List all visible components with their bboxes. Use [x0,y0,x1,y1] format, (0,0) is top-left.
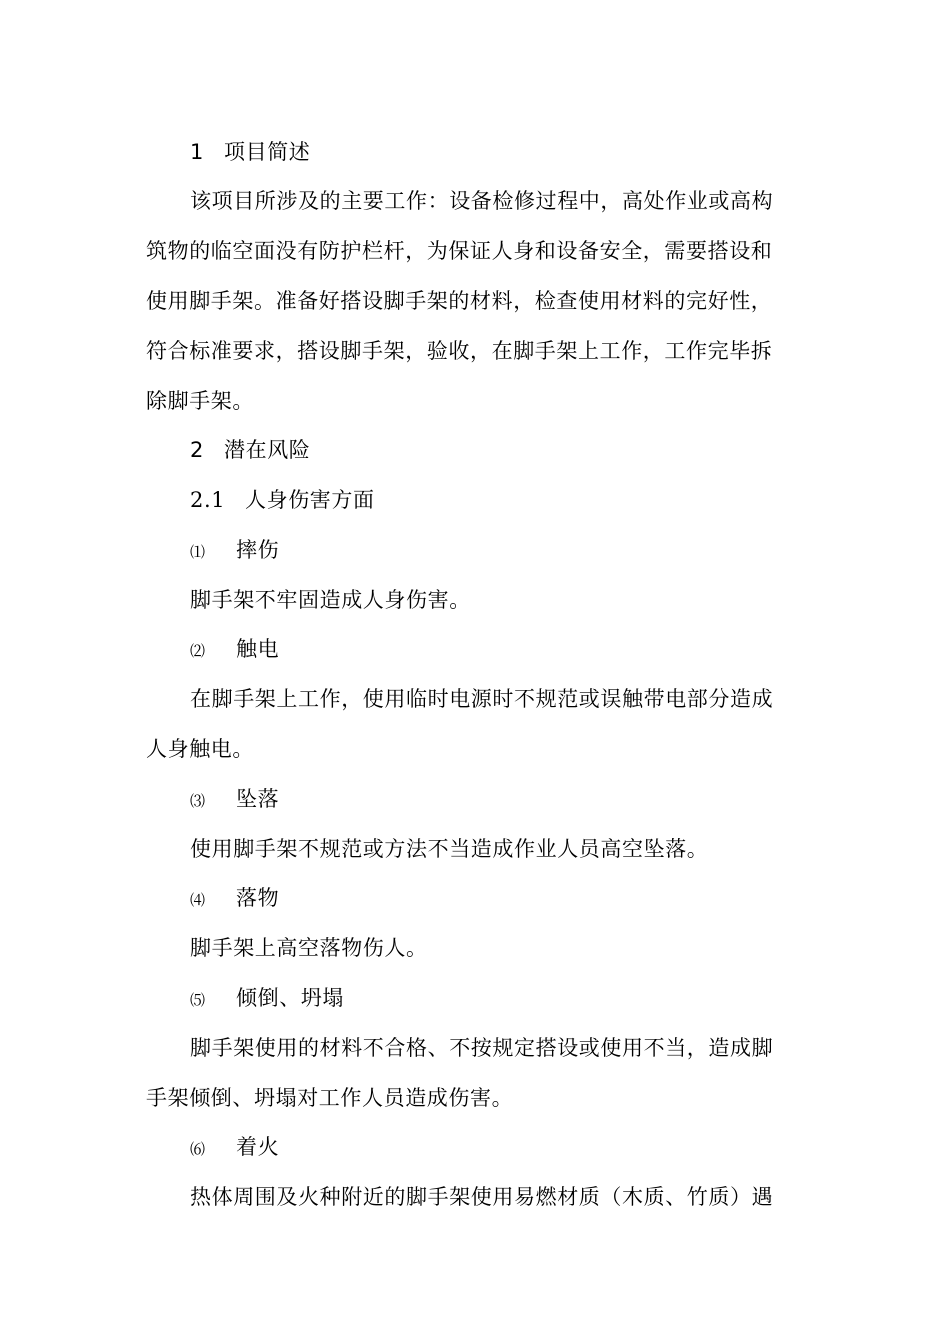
section-1-paragraph-line: 除脚手架。 [146,389,254,413]
risk-item-description: 热体周围及火种附近的脚手架使用易燃材质（木质、竹质）遇 [190,1185,774,1209]
risk-item-marker: ⑴ [190,543,206,561]
section-2-number: 2 [190,438,204,462]
risk-item-marker: ⑷ [190,891,206,909]
section-1-number: 1 [190,140,204,164]
section-1-title: 项目简述 [224,140,311,164]
section-1-paragraph-line: 符合标准要求，搭设脚手架，验收，在脚手架上工作，工作完毕拆 [146,339,773,363]
risk-item-heading [190,983,860,1015]
subsection-2-1-title: 人身伤害方面 [245,488,375,512]
risk-item-description: 手架倾倒、坍塌对工作人员造成伤害。 [146,1086,514,1110]
risk-item-heading [190,784,860,816]
risk-item-description: 脚手架上高空落物伤人。 [190,936,428,960]
risk-item-description: 脚手架使用的材料不合格、不按规定搭设或使用不当，造成脚 [190,1036,774,1060]
risk-item-heading [190,1132,860,1164]
risk-item-description: 使用脚手架不规范或方法不当造成作业人员高空坠落。 [190,837,709,861]
section-1-heading [190,137,860,167]
risk-item-title: 落物 [236,886,280,910]
risk-item-heading [190,535,860,567]
section-2-heading [190,435,860,465]
risk-item-title: 倾倒、坍塌 [236,986,344,1010]
subsection-2-1-number: 2.1 [190,488,226,512]
subsection-2-1-heading [190,485,860,515]
risk-item-heading [190,883,860,915]
risk-item-heading [190,634,860,666]
section-2-title: 潜在风险 [224,438,311,462]
risk-item-description: 脚手架不牢固造成人身伤害。 [190,588,471,612]
section-1-paragraph-line: 使用脚手架。准备好搭设脚手架的材料，检查使用材料的完好性， [146,289,773,313]
risk-item-marker: ⑵ [190,642,206,660]
risk-item-description: 在脚手架上工作，使用临时电源时不规范或误触带电部分造成 [190,687,774,711]
risk-item-marker: ⑹ [190,1140,206,1158]
risk-item-description: 人身触电。 [146,737,254,761]
risk-item-title: 触电 [236,637,280,661]
risk-item-marker: ⑸ [190,991,206,1009]
risk-item-title: 摔伤 [236,538,280,562]
risk-item-title: 着火 [236,1135,280,1159]
risk-item-title: 坠落 [236,787,280,811]
risk-item-marker: ⑶ [190,792,206,810]
section-1-paragraph-line: 该项目所涉及的主要工作：设备检修过程中，高处作业或高构 [190,189,774,213]
section-1-paragraph-line: 筑物的临空面没有防护栏杆，为保证人身和设备安全，需要搭设和 [146,239,773,263]
